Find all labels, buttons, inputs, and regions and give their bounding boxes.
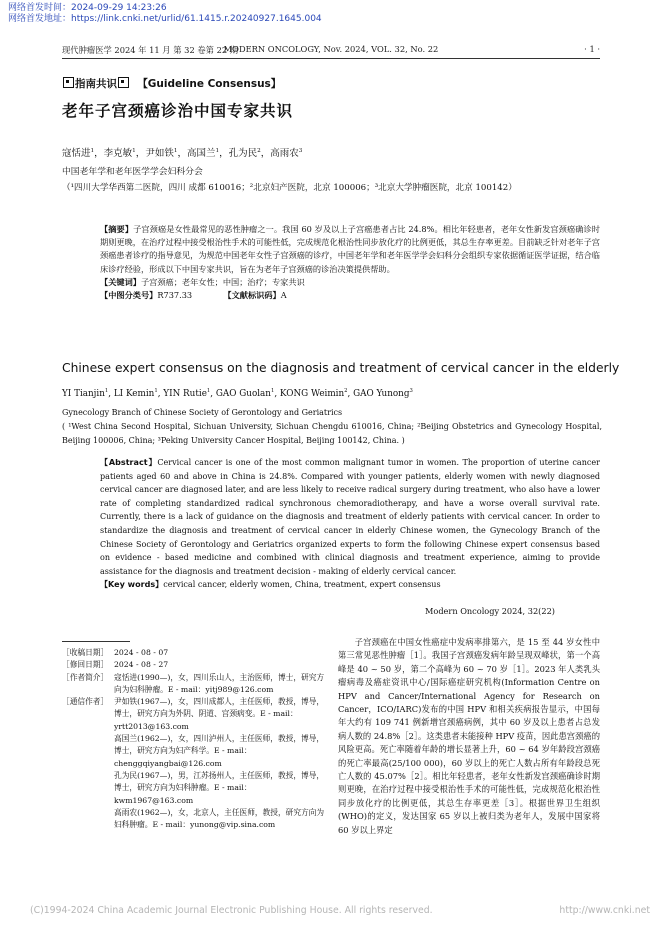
keywords-cn: 子宫颈癌；老年女性；中国；治疗；专家共识 [140,276,305,287]
footnotes [62,647,327,831]
footnote-row [62,647,327,659]
clc-number: R737.33 [157,290,193,301]
cn-author-affiliation-mark: 1 [215,147,220,154]
en-author-affiliation-mark: 1 [206,388,211,395]
en-author-name: YIN Rutie [163,389,207,399]
footnote-key [62,733,114,770]
footnote-row [62,659,327,671]
en-author-name: GAO Guolan [215,389,271,399]
section-label-cn: 指南共识 [75,78,117,90]
en-author-affiliation-mark: 1 [270,388,275,395]
article-title-en: Chinese expert consensus on the diagnosis and treatment of cervical cancer in the elderly [62,361,620,375]
keywords-en-label: 【Key words】 [100,580,164,590]
abstract-cn-text: 子宫颈癌是女性最常见的恶性肿瘤之一。我国 60 岁及以上子宫癌患者占比 24.8%。相比年轻患者，老年女性新发宫颈癌确诊时期则更晚，在治疗过程中接受根治性手术的可能性低，完成规范化根治性同步放化疗的比例更低，其总生存率更差。目前缺乏针对老年子宫颈癌患者诊疗的指导意见，为规范中国老年女性子宫颈癌的诊疗，中国老年学和老年医学学会妇科分会组织专家依据循证医学证据，结合临床诊疗经验，形成以下中国专家共识，旨在为老年子宫颈癌的诊治决策提供帮助。 [100,224,600,274]
footnote-value: 高国兰(1962—)，女，四川泸州人，主任医师，教授，博导，博士，研究方向为妇产科学。E - mail：chenggqiyangbai@126.com [114,734,325,768]
cn-author-affiliation-mark: 1 [132,147,136,154]
en-author-affiliation-mark: 3 [409,388,413,395]
running-header-journal-en: MODERN ONCOLOGY, Nov. 2024, VOL. 32, No. 22 [223,44,439,54]
abstract-en-label: 【Abstract】 [100,458,158,467]
cn-author-affiliation-mark: 2 [257,147,261,154]
footnote-row [62,696,327,733]
keywords-cn-label: 【关键词】 [100,276,141,287]
footnote-key [62,807,114,832]
footnote-row [62,770,327,807]
cn-author-affiliation-mark: 1 [173,147,178,154]
first-publication-date: 网络首发时间：2024-09-29 14:23:26 [8,3,167,13]
organization-cn: 中国老年学和老年医学学会妇科分会 [62,167,203,177]
header-rule [62,58,600,59]
running-header-journal-cn: 现代肿瘤医学 2024 年 11 月 第 32 卷第 22 期 [62,45,239,55]
en-author-name: YI Tianjin [62,389,105,399]
cn-author-affiliation-mark: 3 [298,147,303,154]
footnote-key: ［作者简介］ [62,672,109,682]
en-author-affiliation-mark: 2 [344,388,348,395]
section-label-en: 【Guideline Consensus】 [137,78,282,90]
body-text: 子宫颈癌在中国女性癌症中发病率排第六，是 15 至 44 岁女性中第三常见恶性肿瘤［1］。我国子宫颈癌发病年龄呈现双峰状，第一个高峰是 40 ~ 50 岁，第二个高峰为 60 ~ 70 岁［1］。2023 年人类乳头瘤病毒及癌症资讯中心/国际癌症研究机构(Information Centre on HPV and Cancer/International Agency for Research on Cancer，ICO/IARC)发布的中国 HPV 和相关疾病报告显示，中国每年大约有 109 741 例新增宫颈癌病例，其中 60 岁及以上患者占总发病人数的 24.8%［2］。这类患者未能接种 HPV 疫苗，因此患宫颈癌的风险更高。死亡率随着年龄的增长显著上升，60 ~ 64 岁年龄段宫颈癌的死亡率最高(25/100 000)，60 岁以上的死亡人数占所有年龄段总死亡人数的 45.07%［2］。相比年轻患者，老年女性新发宫颈癌确诊时期则更晚，在治疗过程中接受根治性手术的可能性低，完成规范化根治性同步放化疗的比例更低，其总生存率更差［3］。根据世界卫生组织(WHO)的定义，发达国家 65 岁以上被归类为老年人，发展中国家将 60 岁以上界定 [338,637,600,835]
footnote-key [62,770,114,807]
cn-author-name: 寇恬进 [62,148,91,159]
footnote-value: 高雨农(1962—)，女，北京人，主任医师，教授，研究方向为妇科肿瘤。E - mail：yunong@vip.sina.com [114,807,325,830]
first-publication-url[interactable]: 网络首发地址：https://link.cnki.net/urlid/61.1415.r.20240927.1645.004 [8,14,322,24]
footnote-key: ［修回日期］ [62,660,109,670]
footnote-key: ［通信作者］ [62,697,109,707]
affiliations-cn: （¹四川大学华西第二医院，四川 成都 610016；²北京妇产医院，北京 100006；³北京大学肿瘤医院，北京 100142） [62,183,517,193]
author-list-en: YI Tianjin$^1$, LI Kemin$^1$, YIN Rutie$^1$, GAO Guolan$^1$, KONG Weimin$^2$, GAO Yunong$^3$ [62,388,413,399]
clc-label: 【中图分类号】 [100,290,158,301]
article-title-cn: 老年子宫颈癌诊治中国专家共识 [62,102,294,120]
en-author-name: GAO Yunong [353,389,410,399]
en-author-name: KONG Weimin [279,389,345,399]
cnki-url[interactable]: http://www.cnki.net [559,905,650,916]
footnote-value: 孔为民(1967—)，男，江苏扬州人，主任医师，教授，博导，博士，研究方向为妇科肿瘤。E - mail：kwm1967@163.com [114,770,325,805]
abstract-en [100,456,600,592]
section-label [62,76,281,91]
footnote-key: ［收稿日期］ [62,648,109,657]
en-author-name: LI Kemin [113,389,155,399]
doc-code: A [280,290,287,301]
footnote-row [62,733,327,770]
cn-author-name: 高国兰 [186,148,216,159]
footnote-row [62,807,327,832]
footnote-row [62,672,327,697]
abstract-en-text: Cervical cancer is one of the most common malignant tumor in women. The proportion of uterine cancer patients aged 60 and above in China is 24.8%. Compared with younger patients, elderly women with newly diagnosed cervical cancer are diagnosed later, and are less likely to receive radical surgery during treatment, who also have a lower rate of completing standardized radical synchronous chemoradiotherapy, and have a worse overall survival rate. Currently, there is a lack of guidance on the diagnosis and treatment of elderly patients with cervical cancer. In order to standardize the diagnosis and treatment of cervical cancer in elderly Chinese women, the Gynecology Branch of the Chinese Society of Gerontology and Geriatrics organized experts to form the following Chinese expert consensus based on evidence - based medicine and combined with clinical diagnosis and treatment experience, aiming to provide assistance for the diagnosis and treatment decision - making of elderly cervical cancer. [100,458,600,576]
footnote-value: 2024 - 08 - 07 [114,648,169,657]
abstract-cn [100,223,600,302]
en-author-affiliation-mark: 1 [154,388,158,395]
copyright-text: (C)1994-2024 China Academic Journal Electronic Publishing House. All rights reserved. [30,905,433,916]
abstract-cn-label: 【摘要】 [100,224,134,234]
footnote-value: 尹如铁(1967—)，女，四川成都人，主任医师，教授，博导，博士，研究方向为外阴、阴道、宫颈病变。E - mail：yrtt2013@163.com [114,697,325,731]
footnote-value: 2024 - 08 - 27 [114,660,169,670]
organization-en: Gynecology Branch of Chinese Society of Gerontology and Geriatrics [62,408,343,417]
cn-author-name: 尹如铁 [145,148,174,159]
copyright-footer [30,905,650,916]
author-list-cn: 寇恬进$^1$，李克敏$^1$，尹如铁$^1$，高国兰$^1$，孔为民$^2$，高雨农$^3$ [62,147,303,159]
journal-citation: Modern Oncology 2024, 32(22) [425,606,555,616]
square-marker-icon [118,77,129,88]
en-author-affiliation-mark: 1 [104,388,109,395]
square-marker-icon [63,77,74,88]
cn-author-name: 孔为民 [228,148,258,159]
keywords-en: cervical cancer, elderly women, China, treatment, expert consensus [163,580,441,590]
footnote-rule [62,641,130,642]
cn-author-name: 李克敏 [103,148,133,159]
page-number: · 1 · [584,44,600,54]
cn-author-affiliation-mark: 1 [90,147,95,154]
cn-author-name: 高雨农 [270,148,299,159]
affiliations-en: ( ¹West China Second Hospital, Sichuan University, Sichuan Chengdu 610016, China; ²Beijing Obstetrics and Gynecology Hospital, Beijing 100006, China; ³Peking University Cancer Hospital, Beijing 100142, China. ) [62,422,602,445]
doc-code-label: 【文献标识码】 [223,290,281,301]
footnote-value: 寇恬进(1990—)，女，四川乐山人，主治医师，博士，研究方向为妇科肿瘤。E - mail：yitj989@126.com [114,672,325,694]
